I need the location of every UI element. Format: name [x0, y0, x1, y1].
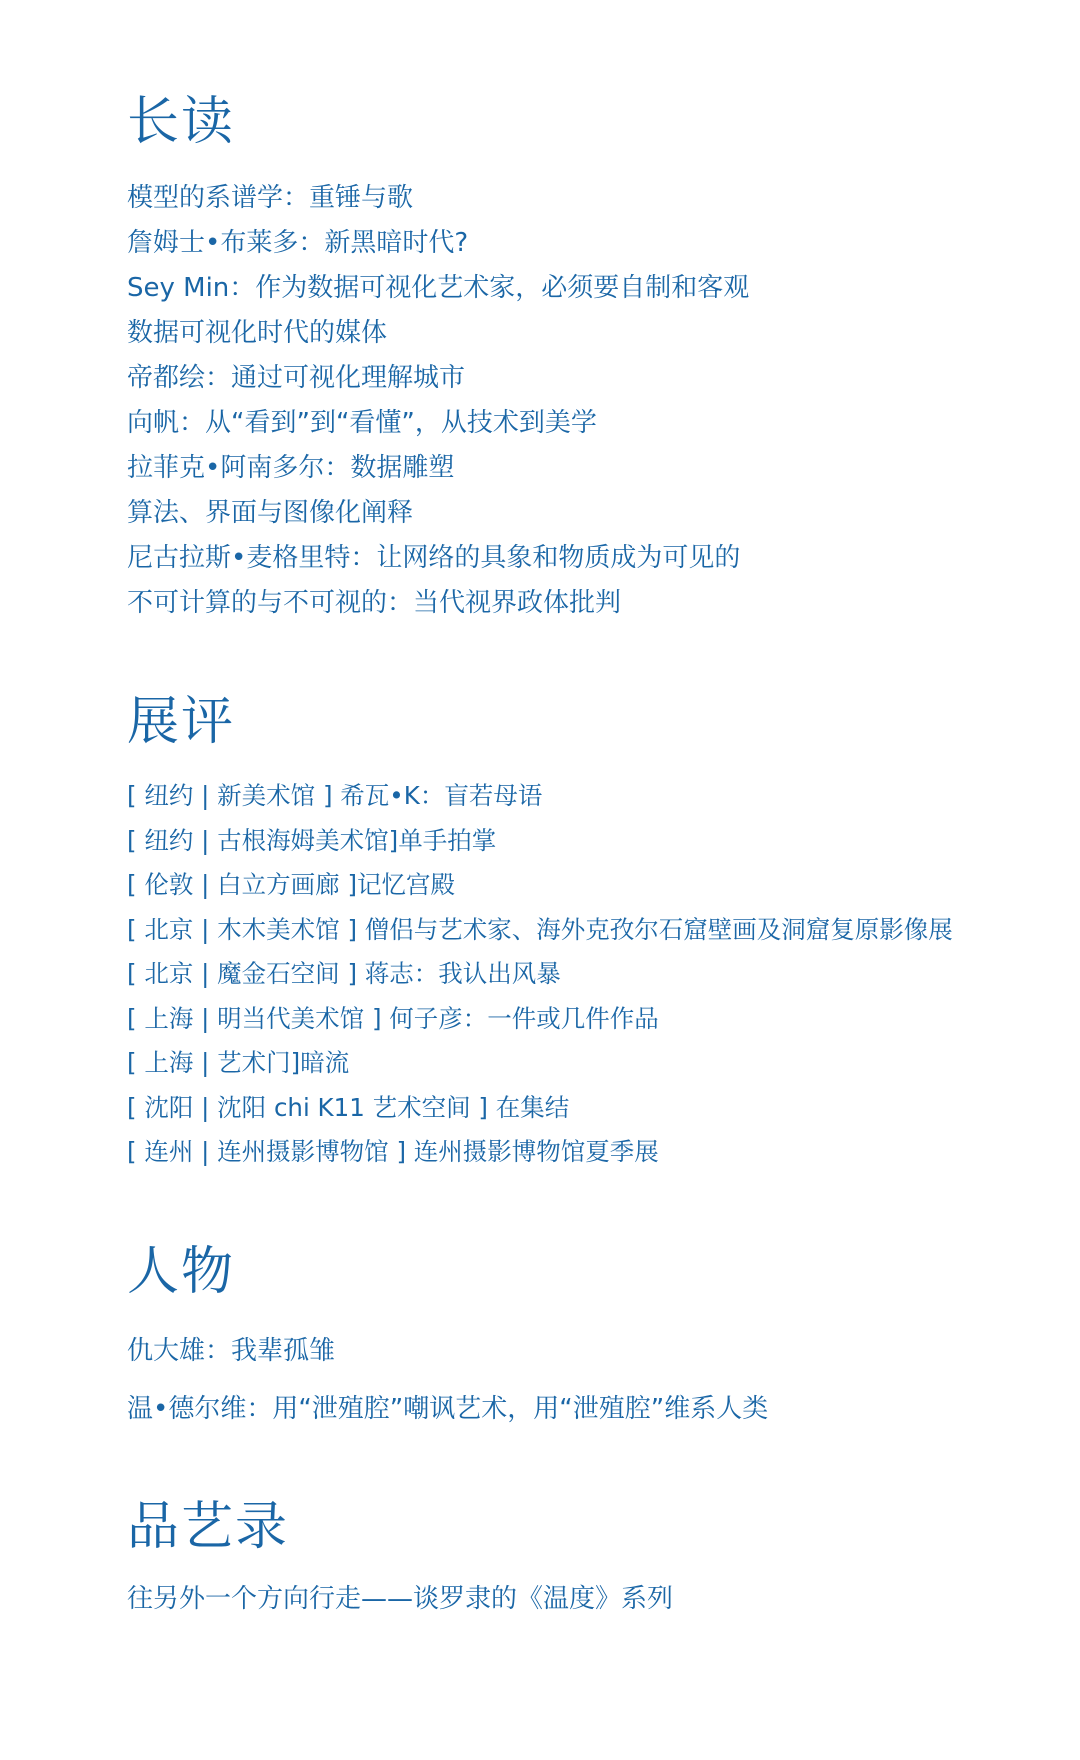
review-link[interactable]: [ 沈阳 | 沈阳 chi K11 艺术空间 ] 在集结	[127, 1092, 570, 1122]
section-title-notes: 品艺录	[127, 1497, 290, 1557]
article-link[interactable]: 拉菲克•阿南多尔：数据雕塑	[127, 453, 455, 483]
article-link[interactable]: Sey Min：作为数据可视化艺术家，必须要自制和客观	[127, 273, 750, 303]
review-link[interactable]: [ 伦敦 | 白立方画廊 ]记忆宫殿	[127, 870, 456, 899]
article-link[interactable]: 帝都绘：通过可视化理解城市	[127, 363, 466, 393]
section-title-long-read: 长读	[127, 92, 236, 152]
section-review	[127, 690, 1067, 1175]
section-long-read	[127, 90, 1067, 626]
article-link[interactable]: 模型的系谱学：重锤与歌	[127, 183, 414, 213]
people-link[interactable]: 仇大雄：我辈孤雏	[127, 1336, 336, 1366]
article-link[interactable]: 向帆：从“看到”到“看懂”，从技术到美学	[127, 408, 597, 438]
review-link[interactable]: [ 纽约 | 新美术馆 ] 希瓦•K：盲若母语	[127, 781, 543, 810]
people-list	[127, 1322, 1067, 1438]
review-link[interactable]: [ 北京 | 魔金石空间 ] 蒋志：我认出风暴	[127, 959, 561, 988]
review-link[interactable]: [ 北京 | 木木美术馆 ] 僧侣与艺术家、海外克孜尔石窟壁画及洞窟复原影像展	[127, 914, 953, 944]
article-link[interactable]: 算法、界面与图像化阐释	[127, 498, 414, 528]
section-title-review: 展评	[127, 692, 236, 752]
review-link[interactable]: [ 连州 | 连州摄影博物馆 ] 连州摄影博物馆夏季展	[127, 1137, 659, 1166]
section-people	[127, 1240, 1067, 1438]
people-link[interactable]: 温•德尔维：用“泄殖腔”嘲讽艺术，用“泄殖腔”维系人类	[127, 1394, 769, 1424]
article-link[interactable]: 不可计算的与不可视的：当代视界政体批判	[127, 588, 622, 618]
article-link[interactable]: 数据可视化时代的媒体	[127, 318, 388, 348]
review-list	[127, 774, 1067, 1175]
notes-list	[127, 1577, 1067, 1621]
long-read-list	[127, 176, 1067, 626]
review-link[interactable]: [ 纽约 | 古根海姆美术馆]单手拍掌	[127, 825, 497, 855]
section-notes	[127, 1495, 1067, 1621]
review-link[interactable]: [ 上海 | 明当代美术馆 ] 何子彦：一件或几件作品	[127, 1003, 659, 1033]
notes-link[interactable]: 往另外一个方向行走——谈罗隶的《温度》系列	[127, 1584, 674, 1614]
article-link[interactable]: 詹姆士•布莱多：新黑暗时代?	[127, 228, 469, 258]
review-link[interactable]: [ 上海 | 艺术门]暗流	[127, 1048, 350, 1077]
article-link[interactable]: 尼古拉斯•麦格里特：让网络的具象和物质成为可见的	[127, 543, 741, 573]
table-of-contents	[127, 0, 1067, 1760]
section-title-people: 人物	[127, 1242, 236, 1302]
